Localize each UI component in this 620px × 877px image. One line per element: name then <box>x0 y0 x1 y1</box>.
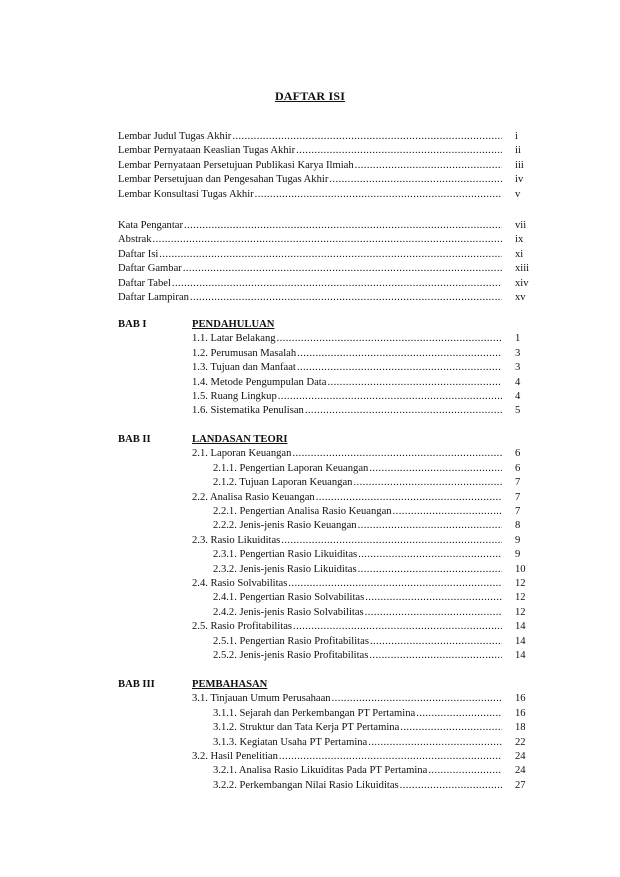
toc-page-number: 12 <box>515 592 526 604</box>
toc-entry-label: Daftar Tabel <box>118 277 171 289</box>
toc-entry[interactable] <box>192 620 502 634</box>
toc-page-number: 7 <box>515 491 521 503</box>
toc-entry-label: 2.1.2. Tujuan Laporan Keuangan <box>213 477 353 489</box>
toc-entry[interactable] <box>192 491 502 505</box>
toc-entry[interactable] <box>192 347 502 361</box>
toc-page-number: 12 <box>515 578 526 589</box>
toc-entry-label: 1.3. Tujuan dan Manfaat <box>192 362 296 374</box>
toc-page-number: 6 <box>515 462 521 474</box>
toc-entry-label: 3.2.1. Analisa Rasio Likuiditas Pada PT Pertamina <box>213 765 428 777</box>
dot-leader <box>358 519 502 533</box>
toc-entry-label: 3.2.2. Perkembangan Nilai Rasio Likuiditas <box>213 779 399 791</box>
toc-entry[interactable] <box>118 277 502 291</box>
dot-leader <box>232 130 502 144</box>
toc-page-number: 14 <box>515 650 526 661</box>
toc-page-number: 10 <box>515 563 526 575</box>
toc-entry-label: 2.4.1. Pengertian Rasio Solvabilitas <box>213 592 365 604</box>
toc-entry-label: Daftar Gambar <box>118 263 182 275</box>
toc-page-number: iv <box>515 174 524 186</box>
dot-leader <box>184 219 502 233</box>
toc-entry-label: Daftar Lampiran <box>118 292 189 303</box>
toc-entry[interactable] <box>192 534 502 548</box>
toc-page-number: 14 <box>515 635 526 647</box>
toc-page-number: ix <box>515 234 524 246</box>
toc-entry[interactable] <box>192 361 502 375</box>
toc-page-number: 24 <box>515 765 526 777</box>
dot-leader <box>159 248 502 262</box>
dot-leader <box>368 736 502 750</box>
toc-page-number: xiii <box>515 263 530 275</box>
toc-page-number: 4 <box>515 391 521 402</box>
toc-entry-label: 2.1. Laporan Keuangan <box>192 448 292 460</box>
dot-leader <box>153 233 502 247</box>
dot-leader <box>353 476 502 490</box>
toc-entry[interactable] <box>213 519 502 533</box>
toc-entry[interactable] <box>213 635 502 649</box>
toc-entry-label: Abstrak <box>118 234 152 246</box>
dot-leader <box>332 692 502 706</box>
page-title: DAFTAR ISI <box>274 89 346 103</box>
toc-entry[interactable] <box>118 173 502 187</box>
toc-entry[interactable] <box>118 248 502 262</box>
toc-entry-label: Lembar Persetujuan dan Pengesahan Tugas Akhir <box>118 174 329 186</box>
toc-entry[interactable] <box>192 577 502 591</box>
toc-page-number: 16 <box>515 693 526 705</box>
toc-entry[interactable] <box>213 707 502 721</box>
toc-entry-label: 2.3.1. Pengertian Rasio Likuiditas <box>213 549 358 561</box>
chapter-title: PEMBAHASAN <box>192 679 268 690</box>
chapter-title: PENDAHULUAN <box>192 319 275 330</box>
toc-page-number: ii <box>515 145 521 157</box>
toc-entry-label: 2.5.2. Jenis-jenis Rasio Profitabilitas <box>213 650 369 661</box>
toc-entry-label: Lembar Pernyataan Persetujuan Publikasi Karya Ilmiah <box>118 159 354 171</box>
toc-page-number: 7 <box>515 477 521 489</box>
toc-entry-label: 2.2.2. Jenis-jenis Rasio Keuangan <box>213 520 357 532</box>
chapter-number: BAB II <box>118 434 151 445</box>
toc-entry[interactable] <box>118 291 502 305</box>
toc-entry[interactable] <box>192 692 502 706</box>
toc-entry[interactable] <box>213 505 502 519</box>
dot-leader <box>277 332 502 346</box>
toc-page-number: 9 <box>515 534 521 546</box>
toc-page-number: vii <box>515 220 527 231</box>
dot-leader <box>365 591 502 605</box>
dot-leader <box>355 159 502 173</box>
dot-leader <box>296 144 502 158</box>
dot-leader <box>358 563 502 577</box>
toc-entry[interactable] <box>213 476 502 490</box>
toc-entry-label: Lembar Pernyataan Keaslian Tugas Akhir <box>118 145 296 157</box>
toc-entry-label: 2.3.2. Jenis-jenis Rasio Likuiditas <box>213 563 357 575</box>
toc-entry[interactable] <box>213 649 502 663</box>
toc-entry-label: Lembar Judul Tugas Akhir <box>118 131 232 142</box>
toc-entry-label: 2.3. Rasio Likuiditas <box>192 534 281 546</box>
toc-entry-label: 2.5.1. Pengertian Rasio Profitabilitas <box>213 635 369 647</box>
toc-entry-label: 1.1. Latar Belakang <box>192 333 276 345</box>
toc-entry-label: 2.5. Rasio Profitabilitas <box>192 621 293 633</box>
toc-entry-label: 1.2. Perumusan Masalah <box>192 347 297 359</box>
dot-leader <box>400 779 502 793</box>
dot-leader <box>316 491 502 505</box>
toc-entry[interactable] <box>192 390 502 404</box>
dot-leader <box>278 390 502 404</box>
toc-entry-label: 3.1.1. Sejarah dan Perkembangan PT Pertamina <box>213 707 416 719</box>
dot-leader <box>288 577 502 591</box>
dot-leader <box>297 361 502 375</box>
toc-page-number: 22 <box>515 736 526 748</box>
dot-leader <box>305 404 502 418</box>
dot-leader <box>369 649 502 663</box>
toc-entry-label: 1.6. Sistematika Penulisan <box>192 405 304 417</box>
toc-page-number: xi <box>515 248 524 260</box>
dot-leader <box>369 462 502 476</box>
toc-page-number: 16 <box>515 707 526 719</box>
toc-entry[interactable] <box>118 144 502 158</box>
toc-page-number: i <box>515 131 518 142</box>
toc-page-number: v <box>515 188 521 200</box>
toc-entry[interactable] <box>192 750 502 764</box>
toc-entry-label: 3.1. Tinjauan Umum Perusahaan <box>192 693 331 705</box>
toc-entry-label: 1.5. Ruang Lingkup <box>192 391 277 402</box>
toc-entry[interactable] <box>213 462 502 476</box>
toc-entry[interactable] <box>192 404 502 418</box>
toc-entry-label: 3.2. Hasil Penelitian <box>192 751 278 762</box>
toc-page-number: 12 <box>515 606 526 618</box>
toc-page-number: 8 <box>515 520 521 532</box>
dot-leader <box>327 376 502 390</box>
dot-leader <box>190 291 502 305</box>
toc-entry[interactable] <box>118 262 502 276</box>
dot-leader <box>416 707 502 721</box>
toc-entry-label: 3.1.3. Kegiatan Usaha PT Pertamina <box>213 736 368 748</box>
dot-leader <box>365 606 502 620</box>
toc-entry-label: Daftar Isi <box>118 248 159 260</box>
toc-page-number: 1 <box>515 333 521 345</box>
toc-entry[interactable] <box>213 563 502 577</box>
toc-entry[interactable] <box>118 159 502 173</box>
toc-entry[interactable] <box>213 779 502 793</box>
toc-entry-label: 2.2.1. Pengertian Analisa Rasio Keuangan <box>213 506 392 517</box>
chapter-title: LANDASAN TEORI <box>192 434 288 445</box>
toc-page-number: 9 <box>515 549 521 561</box>
dot-leader <box>428 764 502 778</box>
dot-leader <box>297 347 502 361</box>
toc-page-number: 24 <box>515 751 526 762</box>
toc-page-number: iii <box>515 159 524 171</box>
toc-entry[interactable] <box>213 721 502 735</box>
toc-page-number: 5 <box>515 405 521 417</box>
toc-entry[interactable] <box>192 447 502 461</box>
dot-leader <box>183 262 502 276</box>
toc-entry-label: 3.1.2. Struktur dan Tata Kerja PT Pertamina <box>213 722 400 734</box>
dot-leader <box>370 635 502 649</box>
dot-leader <box>400 721 502 735</box>
toc-entry-label: Kata Pengantar <box>118 220 184 231</box>
dot-leader <box>358 548 502 562</box>
dot-leader <box>292 447 502 461</box>
toc-entry[interactable] <box>213 548 502 562</box>
dot-leader <box>393 505 502 519</box>
dot-leader <box>255 188 502 202</box>
toc-entry[interactable] <box>118 233 502 247</box>
chapter-number: BAB III <box>118 679 155 690</box>
toc-entry-label: 2.2. Analisa Rasio Keuangan <box>192 491 315 503</box>
toc-page-number: 14 <box>515 621 526 633</box>
toc-entry[interactable] <box>213 764 502 778</box>
dot-leader <box>172 277 502 291</box>
toc-page-number: xv <box>515 292 526 303</box>
dot-leader <box>279 750 502 764</box>
toc-page-number: 4 <box>515 376 521 388</box>
toc-entry[interactable] <box>192 376 502 390</box>
toc-page-number: 18 <box>515 722 526 734</box>
toc-page-number: 27 <box>515 779 526 791</box>
toc-entry[interactable] <box>118 188 502 202</box>
toc-page-number: xiv <box>515 277 529 289</box>
dot-leader <box>281 534 502 548</box>
toc-page-number: 3 <box>515 362 521 374</box>
toc-page-number: 7 <box>515 506 521 517</box>
toc-page-number: 6 <box>515 448 521 460</box>
toc-entry[interactable] <box>213 736 502 750</box>
toc-entry-label: 2.4. Rasio Solvabilitas <box>192 578 288 589</box>
toc-entry-label: 1.4. Metode Pengumpulan Data <box>192 376 327 388</box>
dot-leader <box>329 173 502 187</box>
dot-leader <box>293 620 502 634</box>
toc-entry-label: 2.1.1. Pengertian Laporan Keuangan <box>213 462 369 474</box>
toc-entry-label: 2.4.2. Jenis-jenis Rasio Solvabilitas <box>213 606 364 618</box>
toc-entry[interactable] <box>192 332 502 346</box>
toc-entry[interactable] <box>118 219 502 233</box>
toc-page-number: 3 <box>515 347 521 359</box>
chapter-number: BAB I <box>118 319 147 330</box>
toc-entry[interactable] <box>213 591 502 605</box>
toc-entry-label: Lembar Konsultasi Tugas Akhir <box>118 188 254 200</box>
toc-entry[interactable] <box>213 606 502 620</box>
toc-entry[interactable] <box>118 130 502 144</box>
